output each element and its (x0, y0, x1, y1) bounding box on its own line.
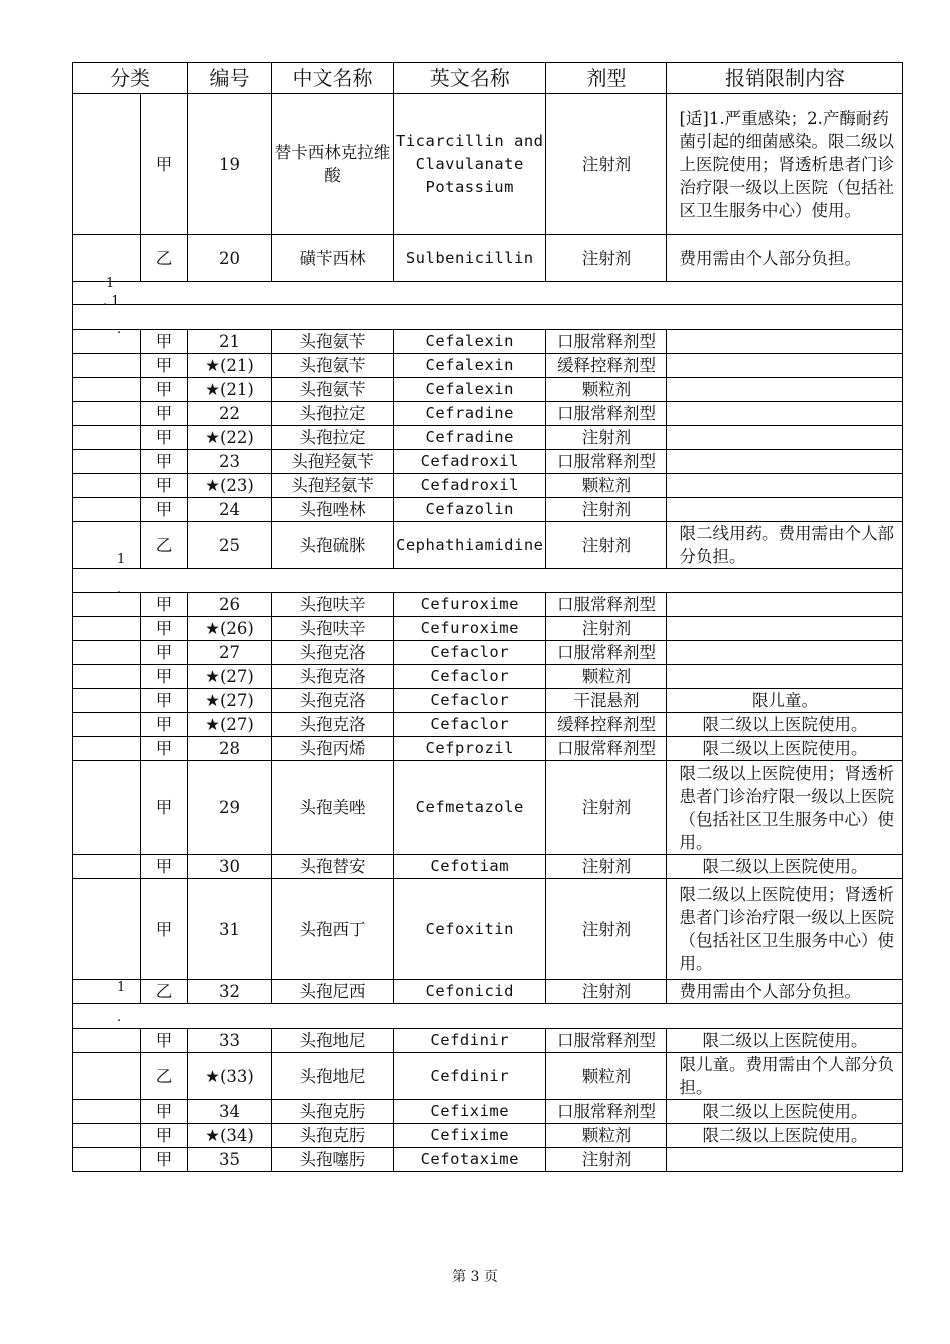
class-cell: 甲 (141, 474, 188, 498)
cn-name-cell: 头孢克洛 (272, 641, 394, 665)
group-cell (73, 855, 141, 879)
form-cell: 注射剂 (546, 94, 667, 235)
table-row (73, 94, 903, 235)
en-name-cell: Cefadroxil (394, 450, 546, 474)
divider-cell (73, 282, 903, 305)
table-row (73, 665, 903, 689)
cn-name-cell: 头孢羟氨苄 (272, 450, 394, 474)
en-name-cell: Sulbenicillin (394, 235, 546, 282)
form-cell: 注射剂 (546, 522, 667, 569)
form-cell: 注射剂 (546, 426, 667, 450)
cn-name-cell: 头孢西丁 (272, 879, 394, 980)
class-cell: 乙 (141, 980, 188, 1004)
en-name-cell: Cefaclor (394, 689, 546, 713)
cn-name-cell: 头孢氨苄 (272, 378, 394, 402)
table-row (73, 235, 903, 282)
number-cell: 28 (188, 737, 272, 761)
class-cell: 甲 (141, 1124, 188, 1148)
limit-cell: 限二级以上医院使用。 (667, 855, 903, 879)
table-row (73, 980, 903, 1004)
number-cell: ★(23) (188, 474, 272, 498)
section-mark: 1 (106, 276, 115, 291)
limit-cell (667, 450, 903, 474)
table-row (73, 378, 903, 402)
number-cell: 20 (188, 235, 272, 282)
table-row (73, 761, 903, 855)
cn-name-cell: 头孢呋辛 (272, 617, 394, 641)
cn-name-cell: 头孢克洛 (272, 689, 394, 713)
number-cell: ★(27) (188, 713, 272, 737)
limit-cell (667, 665, 903, 689)
table-row (73, 354, 903, 378)
en-name-cell: Cefotaxime (394, 1148, 546, 1172)
section-mark: . (117, 322, 122, 337)
limit-cell: [适]1.严重感染；2.产酶耐药菌引起的细菌感染。限二级以上医院使用；肾透析患者门诊治疗限一级以上医院（包括社区卫生服务中心）使用。 (667, 94, 903, 235)
class-cell: 甲 (141, 94, 188, 235)
group-cell (73, 450, 141, 474)
table-row (73, 450, 903, 474)
form-cell: 注射剂 (546, 879, 667, 980)
group-cell (73, 498, 141, 522)
group-cell (73, 1029, 141, 1053)
form-cell: 颗粒剂 (546, 1124, 667, 1148)
limit-cell: 限二线用药。费用需由个人部分负担。 (667, 522, 903, 569)
en-name-cell: Cefixime (394, 1124, 546, 1148)
form-cell: 口服常释剂型 (546, 1100, 667, 1124)
cn-name-cell: 头孢氨苄 (272, 354, 394, 378)
number-cell: ★(27) (188, 665, 272, 689)
header-category: 分类 (73, 63, 188, 94)
class-cell: 甲 (141, 879, 188, 980)
cn-name-cell: 头孢硫脒 (272, 522, 394, 569)
number-cell: ★(34) (188, 1124, 272, 1148)
form-cell: 口服常释剂型 (546, 402, 667, 426)
class-cell: 甲 (141, 641, 188, 665)
table-row (73, 855, 903, 879)
group-cell (73, 665, 141, 689)
header-en-name: 英文名称 (394, 63, 546, 94)
table-row (73, 330, 903, 354)
class-cell: 乙 (141, 1053, 188, 1100)
en-name-cell: Cefalexin (394, 330, 546, 354)
en-name-cell: Cefaclor (394, 713, 546, 737)
divider-cell (73, 569, 903, 593)
en-name-cell: Cefprozil (394, 737, 546, 761)
form-cell: 注射剂 (546, 617, 667, 641)
table-body (73, 94, 903, 1172)
form-cell: 口服常释剂型 (546, 1029, 667, 1053)
number-cell: ★(33) (188, 1053, 272, 1100)
cn-name-cell: 替卡西林克拉维酸 (272, 94, 394, 235)
table-row (73, 593, 903, 617)
cn-name-cell: 头孢拉定 (272, 402, 394, 426)
group-cell (73, 879, 141, 980)
group-cell (73, 617, 141, 641)
en-name-cell: Cefotiam (394, 855, 546, 879)
table-row (73, 498, 903, 522)
number-cell: 25 (188, 522, 272, 569)
class-cell: 甲 (141, 1148, 188, 1172)
number-cell: ★(22) (188, 426, 272, 450)
number-cell: 19 (188, 94, 272, 235)
section-mark: 1 (117, 552, 126, 567)
page-footer: 第 3 页 (452, 1269, 498, 1285)
group-cell (73, 426, 141, 450)
limit-cell: 限二级以上医院使用。 (667, 737, 903, 761)
number-cell: 22 (188, 402, 272, 426)
number-cell: 34 (188, 1100, 272, 1124)
form-cell: 颗粒剂 (546, 474, 667, 498)
section-mark: 1 (117, 980, 126, 995)
class-cell: 甲 (141, 450, 188, 474)
table-row (73, 426, 903, 450)
table-row (73, 617, 903, 641)
class-cell: 甲 (141, 737, 188, 761)
cn-name-cell: 头孢替安 (272, 855, 394, 879)
limit-cell: 限儿童。 (667, 689, 903, 713)
limit-cell: 限二级以上医院使用；肾透析患者门诊治疗限一级以上医院（包括社区卫生服务中心）使用。 (667, 761, 903, 855)
form-cell: 注射剂 (546, 498, 667, 522)
limit-cell: 限二级以上医院使用。 (667, 1124, 903, 1148)
table-row (73, 879, 903, 980)
limit-cell: 限儿童。费用需由个人部分负担。 (667, 1053, 903, 1100)
number-cell: 23 (188, 450, 272, 474)
en-name-cell: Cefmetazole (394, 761, 546, 855)
class-cell: 甲 (141, 713, 188, 737)
cn-name-cell: 头孢噻肟 (272, 1148, 394, 1172)
cn-name-cell: 头孢地尼 (272, 1053, 394, 1100)
en-name-cell: Cephathiamidine (394, 522, 546, 569)
cn-name-cell: 头孢拉定 (272, 426, 394, 450)
form-cell: 缓释控释剂型 (546, 354, 667, 378)
section-divider-row (73, 1004, 903, 1029)
table-row (73, 402, 903, 426)
table-row (73, 641, 903, 665)
table-row (73, 1029, 903, 1053)
section-divider-row (73, 305, 903, 330)
form-cell: 干混悬剂 (546, 689, 667, 713)
group-cell (73, 1053, 141, 1100)
form-cell: 口服常释剂型 (546, 737, 667, 761)
form-cell: 口服常释剂型 (546, 330, 667, 354)
divider-cell (73, 305, 903, 330)
group-cell (73, 980, 141, 1004)
form-cell: 颗粒剂 (546, 1053, 667, 1100)
number-cell: 32 (188, 980, 272, 1004)
table-row (73, 689, 903, 713)
number-cell: ★(21) (188, 354, 272, 378)
section-divider-row (73, 282, 903, 305)
limit-cell (667, 402, 903, 426)
group-cell (73, 235, 141, 282)
limit-cell (667, 474, 903, 498)
limit-cell (667, 617, 903, 641)
en-name-cell: Cefalexin (394, 354, 546, 378)
group-cell (73, 593, 141, 617)
en-name-cell: Cefuroxime (394, 593, 546, 617)
class-cell: 甲 (141, 498, 188, 522)
group-cell (73, 641, 141, 665)
group-cell (73, 1124, 141, 1148)
cn-name-cell: 头孢唑林 (272, 498, 394, 522)
class-cell: 甲 (141, 378, 188, 402)
limit-cell (667, 378, 903, 402)
group-cell (73, 737, 141, 761)
number-cell: 30 (188, 855, 272, 879)
class-cell: 甲 (141, 617, 188, 641)
table-row (73, 1148, 903, 1172)
en-name-cell: Cefradine (394, 402, 546, 426)
limit-cell: 限二级以上医院使用。 (667, 1029, 903, 1053)
section-mark: . (117, 1010, 122, 1025)
limit-cell: 限二级以上医院使用；肾透析患者门诊治疗限一级以上医院（包括社区卫生服务中心）使用。 (667, 879, 903, 980)
en-name-cell: Cefuroxime (394, 617, 546, 641)
number-cell: 27 (188, 641, 272, 665)
number-cell: 29 (188, 761, 272, 855)
section-mark: . (117, 582, 122, 597)
number-cell: 21 (188, 330, 272, 354)
table-row (73, 1100, 903, 1124)
cn-name-cell: 头孢尼西 (272, 980, 394, 1004)
number-cell: ★(26) (188, 617, 272, 641)
en-name-cell: Cefixime (394, 1100, 546, 1124)
form-cell: 注射剂 (546, 1148, 667, 1172)
number-cell: ★(27) (188, 689, 272, 713)
limit-cell: 限二级以上医院使用。 (667, 1100, 903, 1124)
en-name-cell: Cefonicid (394, 980, 546, 1004)
header-number: 编号 (188, 63, 272, 94)
en-name-cell: Cefaclor (394, 641, 546, 665)
form-cell: 注射剂 (546, 761, 667, 855)
limit-cell (667, 1148, 903, 1172)
en-name-cell: Cefdinir (394, 1053, 546, 1100)
table-row (73, 522, 903, 569)
header-cn-name: 中文名称 (272, 63, 394, 94)
group-cell (73, 354, 141, 378)
section-divider-row (73, 569, 903, 593)
group-cell (73, 713, 141, 737)
cn-name-cell: 头孢美唑 (272, 761, 394, 855)
group-cell (73, 522, 141, 569)
group-cell (73, 330, 141, 354)
table-row (73, 1053, 903, 1100)
group-cell (73, 689, 141, 713)
cn-name-cell: 头孢克肟 (272, 1124, 394, 1148)
group-cell (73, 474, 141, 498)
en-name-cell: Cefdinir (394, 1029, 546, 1053)
class-cell: 甲 (141, 330, 188, 354)
class-cell: 甲 (141, 761, 188, 855)
form-cell: 颗粒剂 (546, 665, 667, 689)
group-cell (73, 1100, 141, 1124)
header-form: 剂型 (546, 63, 667, 94)
en-name-cell: Cefalexin (394, 378, 546, 402)
cn-name-cell: 头孢氨苄 (272, 330, 394, 354)
cn-name-cell: 头孢地尼 (272, 1029, 394, 1053)
number-cell: ★(21) (188, 378, 272, 402)
form-cell: 口服常释剂型 (546, 593, 667, 617)
form-cell: 口服常释剂型 (546, 641, 667, 665)
group-cell (73, 378, 141, 402)
table-row (73, 737, 903, 761)
table-row (73, 713, 903, 737)
group-cell (73, 94, 141, 235)
cn-name-cell: 磺苄西林 (272, 235, 394, 282)
class-cell: 甲 (141, 402, 188, 426)
header-limit: 报销限制内容 (667, 63, 903, 94)
number-cell: 35 (188, 1148, 272, 1172)
table-row (73, 1124, 903, 1148)
limit-cell (667, 498, 903, 522)
class-cell: 甲 (141, 689, 188, 713)
cn-name-cell: 头孢丙烯 (272, 737, 394, 761)
group-cell (73, 761, 141, 855)
class-cell: 甲 (141, 426, 188, 450)
class-cell: 甲 (141, 1100, 188, 1124)
class-cell: 甲 (141, 855, 188, 879)
form-cell: 注射剂 (546, 235, 667, 282)
section-mark: . 1 (103, 294, 120, 309)
class-cell: 甲 (141, 354, 188, 378)
cn-name-cell: 头孢克洛 (272, 713, 394, 737)
en-name-cell: Cefradine (394, 426, 546, 450)
form-cell: 口服常释剂型 (546, 450, 667, 474)
limit-cell (667, 426, 903, 450)
class-cell: 甲 (141, 1029, 188, 1053)
limit-cell (667, 593, 903, 617)
table-row (73, 474, 903, 498)
cn-name-cell: 头孢呋辛 (272, 593, 394, 617)
divider-cell (73, 1004, 903, 1029)
class-cell: 乙 (141, 522, 188, 569)
en-name-cell: Cefoxitin (394, 879, 546, 980)
limit-cell: 费用需由个人部分负担。 (667, 235, 903, 282)
cn-name-cell: 头孢羟氨苄 (272, 474, 394, 498)
limit-cell (667, 330, 903, 354)
en-name-cell: Ticarcillin and Clavulanate Potassium (394, 94, 546, 235)
en-name-cell: Cefazolin (394, 498, 546, 522)
number-cell: 31 (188, 879, 272, 980)
form-cell: 注射剂 (546, 855, 667, 879)
limit-cell: 限二级以上医院使用。 (667, 713, 903, 737)
number-cell: 24 (188, 498, 272, 522)
number-cell: 33 (188, 1029, 272, 1053)
number-cell: 26 (188, 593, 272, 617)
form-cell: 注射剂 (546, 980, 667, 1004)
limit-cell (667, 641, 903, 665)
header-row (73, 63, 903, 94)
form-cell: 缓释控释剂型 (546, 713, 667, 737)
class-cell: 甲 (141, 593, 188, 617)
en-name-cell: Cefaclor (394, 665, 546, 689)
limit-cell (667, 354, 903, 378)
limit-cell: 费用需由个人部分负担。 (667, 980, 903, 1004)
form-cell: 颗粒剂 (546, 378, 667, 402)
cn-name-cell: 头孢克肟 (272, 1100, 394, 1124)
class-cell: 乙 (141, 235, 188, 282)
group-cell (73, 402, 141, 426)
group-cell (73, 1148, 141, 1172)
class-cell: 甲 (141, 665, 188, 689)
cn-name-cell: 头孢克洛 (272, 665, 394, 689)
drug-table (72, 62, 903, 1172)
en-name-cell: Cefadroxil (394, 474, 546, 498)
